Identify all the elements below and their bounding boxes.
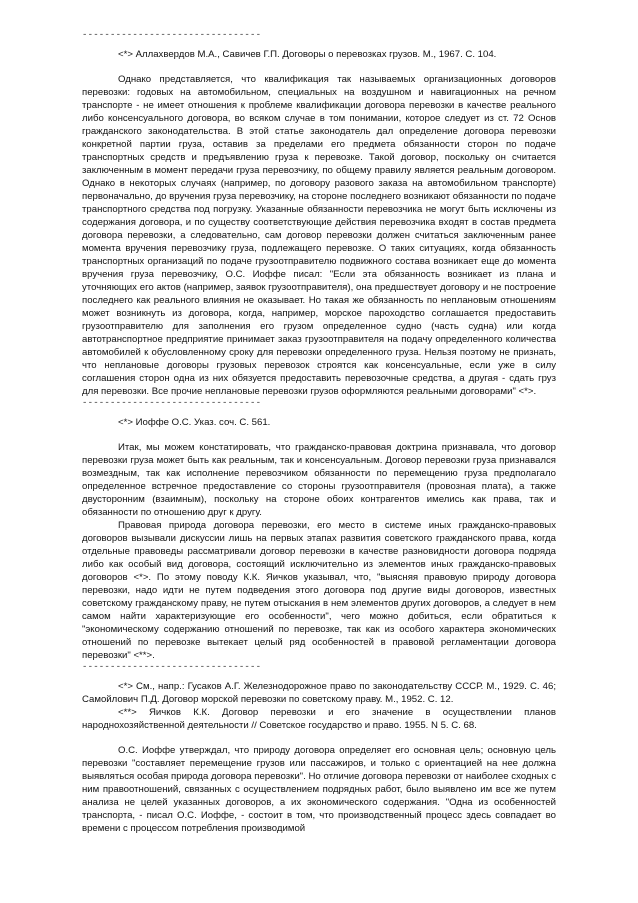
footnote-1: <*> Аллахвердов М.А., Савичев Г.П. Договоры о перевозках грузов. М., 1967. С. 104. xyxy=(118,49,497,60)
footnote-separator: -------------------------------- xyxy=(82,398,262,408)
footnote-separator: -------------------------------- xyxy=(82,30,262,40)
paragraph-4: О.С. Иоффе утверждал, что природу договора определяет его основная цель; основную цель перевозки "составляет перемещение грузов или пассажиров, и только с ориентацией на нее должна выявляться особая природа договора перевозки". Но отличие договора перевозки от наиболее сходных с ним правоотношений, связанных с осуществлением подрядных работ, было выявлено им все же путем анализа не целей указанных договоров, а их экономического содержания. "Одна из особенностей транспорта, - писал О.С. Иоффе, - состоит в том, что производственный процесс здесь совпадает во времени с процессом потребления производимой xyxy=(82,745,556,834)
paragraph-2: Итак, мы можем констатировать, что гражданско-правовая доктрина признавала, что договор перевозки груза может быть как реальным, так и консенсуальным. Договор перевозки груза признавался возмездным, так как исполнение перевозчиком обязанности по перемещению груза предполагало определенное встречное предоставление со стороны грузоотправителя (провозная плата), а также двусторонним (взаимным), поскольку на стороне обоих контрагентов имелись как права, так и обязанности по отношению друг к другу. xyxy=(82,442,556,518)
footnote-2: <*> Иоффе О.С. Указ. соч. С. 561. xyxy=(118,417,271,428)
footnote-separator: -------------------------------- xyxy=(82,662,262,672)
footnote-3: <*> См., напр.: Гусаков А.Г. Железнодорожное право по законодательству СССР. М., 1929. С. 46; Самойлович П.Д. Договор морской перевозки по советскому праву. М., 1952. С. 12. xyxy=(82,681,556,705)
paragraph-1: Однако представляется, что квалификация так называемых организационных договоров перевозки: годовых на автомобильном, специальных на воздушном и навигационных на речном транспорте - не имеет отношения к проблеме квалификации договора перевозки в качестве реального либо консенсуального договора, во всяком случае в том понимании, которое следует из ст. 72 Основ гражданского законодательства. В этой статье законодатель дал определение договора перевозки конкретной партии груза, оставив за пределами его предмета обязанности сторон по подаче транспортных средств и предъявлению груза к перевозке. Такой договор, поскольку он считается заключенным в момент передачи груза перевозчику, по общему правилу является реальным договором. Однако в некоторых случаях (например, по договору разового заказа на автомобильном транспорте) первоначально, до вручения груза перевозчику, на стороне последнего возникают обязанности по подаче транспортного средства под погрузку. Указанные обязанности перевозчика не могут быть исключены из содержания договора, и по существу соответствующие действия перевозчика входят в состав предмета договора перевозки, а следовательно, сам договор перевозки должен считаться заключенным ранее момента вручения перевозчику груза, подлежащего перевозке. О таких ситуациях, когда обязанность транспортных организаций по подаче грузоотправителю подвижного состава возникает еще до момента вручения груза перевозчику, О.С. Иоффе писал: "Если эта обязанность возникает из плана и уточняющих его актов (например, заявок грузоотправителя), она предшествует договору и не построение последнего как реального влияния не оказывает. Но такая же обязанность по неплановым отношениям может возникнуть из договора, когда, например, морское пароходство соглашается предоставить грузоотправителю для заполнения его грузом определенное судно (часть судна) или когда автотранспортное предприятие принимает заказ грузоотправителя на подачу определенного количества автомобилей к обусловленному сроку для перевозки определенного груза. Нельзя поэтому не признать, что неплановые договоры грузовых перевозок строятся как консенсуальные, если уже в силу соглашения сторон одна из них обязуется предоставить перевозочные средства, а другая - сдать груз для перевозки. Все прочие неплановые перевозки грузов оформляются реальными договорами" <*>. xyxy=(82,74,556,397)
footnote-4: <**> Яичков К.К. Договор перевозки и его значение в осуществлении планов народнохозяйственной деятельности // Советское государство и право. 1955. N 5. С. 68. xyxy=(82,707,556,731)
document-page xyxy=(82,30,556,835)
paragraph-3: Правовая природа договора перевозки, его место в системе иных гражданско-правовых договоров вызывали дискуссии лишь на первых этапах развития советского гражданского права, когда отдельные правоведы рассматривали договор перевозки в качестве разновидности договора подряда либо как особый вид договора, состоящий исключительно из элементов иных гражданско-правовых договоров <*>. По этому поводу К.К. Яичков указывал, что, "выясняя правовую природу договора перевозки, надо идти не путем подведения этого договора под другие виды договоров, известных советскому гражданскому праву, не путем отыскания в нем элементов других договоров, а следует в нем самом найти характеризующие его особенности", чего можно добиться, если обратиться к "экономическому содержанию отношений по перевозке, так как из особого характера экономических отношений по перевозке вытекает целый ряд особенностей в правовой регламентации договора перевозки" <**>. xyxy=(82,520,556,661)
